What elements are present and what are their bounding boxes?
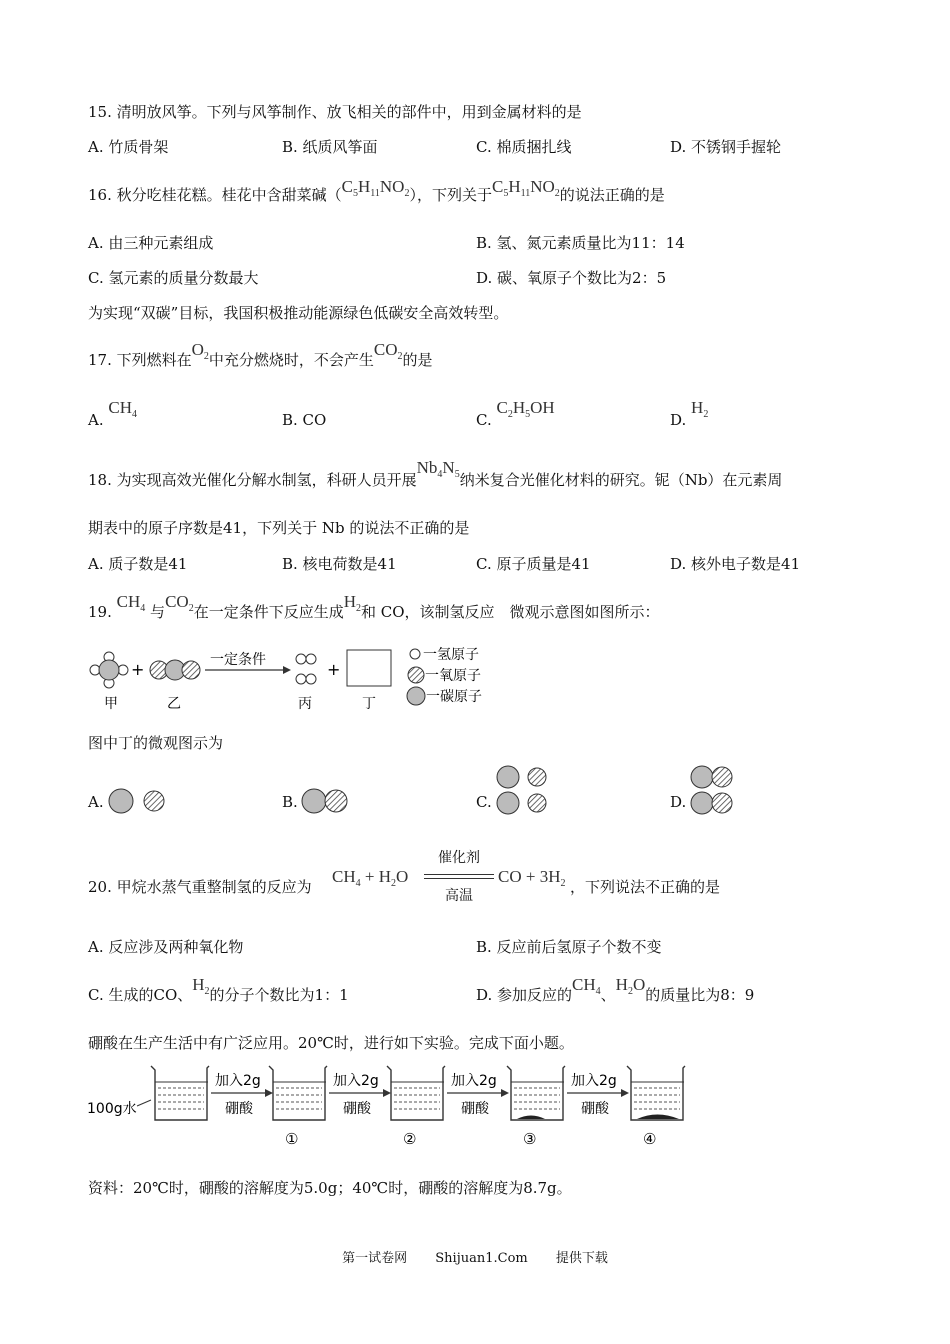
q17-option-b: B. CO	[282, 411, 327, 429]
beaker-4	[627, 1066, 685, 1148]
q16-option-a: A. 由三种元素组成	[88, 234, 214, 252]
q18-stem	[88, 458, 783, 497]
q19-reaction-diagram	[85, 640, 505, 720]
add-amount: 加入2g	[215, 1073, 261, 1089]
boric-experiment-diagram	[85, 1060, 705, 1155]
q15-option-b: B. 纸质风筝面	[282, 138, 378, 156]
q16-stem-post: 的说法正确的是	[559, 186, 665, 204]
add-amount: 加入2g	[333, 1073, 379, 1089]
footer-site: 第一试卷网	[342, 1251, 408, 1266]
beaker-number-3: ③	[523, 1130, 537, 1148]
footer-domain: Shijuan1.Com	[435, 1251, 528, 1266]
add-amount: 加入2g	[451, 1073, 497, 1089]
q17-option-a: A. $CH_4$	[88, 398, 138, 429]
q16-option-d: D. 碳、氧原子个数比为2：5	[476, 269, 667, 287]
q16-formula-2: $C_5H_{11}NO_2$	[491, 177, 560, 199]
beaker-3	[507, 1066, 565, 1148]
add-substance: 硼酸	[343, 1101, 371, 1117]
q17-stem-pre: 17. 下列燃料在	[88, 351, 192, 369]
q16-stem-pre: 16. 秋分吃桂花糕。桂花中含甜菜碱（	[88, 186, 342, 204]
q19-option-b: B.	[282, 793, 298, 811]
beaker-number-1: ①	[285, 1130, 299, 1148]
q20-reactants: $CH_4 + H_2O$	[332, 867, 409, 889]
add-substance: 硼酸	[225, 1101, 253, 1117]
label-jia: 甲	[104, 696, 118, 712]
beaker-number-2: ②	[403, 1130, 417, 1148]
q20-temperature: 高温	[445, 888, 473, 904]
add-arrow-1	[211, 1073, 273, 1117]
legend-h-icon	[410, 649, 420, 659]
label-yi: 乙	[167, 696, 181, 712]
q18-option-c: C. 原子质量是41	[476, 555, 591, 573]
q16-option-c: C. 氢元素的质量分数最大	[88, 269, 259, 287]
add-amount: 加入2g	[571, 1073, 617, 1089]
q20-stem-pre: 20. 甲烷水蒸气重整制氢的反应为	[88, 878, 312, 896]
legend-c: 一碳原子	[426, 689, 482, 705]
q17-stem	[88, 340, 433, 377]
add-substance: 硼酸	[581, 1101, 609, 1117]
boric-intro: 硼酸在生产生活中有广泛应用。20℃时，进行如下实验。完成下面小题。	[88, 1034, 574, 1052]
q20-option-a: A. 反应涉及两种氧化物	[88, 938, 244, 956]
water-label: 100g水	[87, 1101, 137, 1117]
q19-question: 图中丁的微观图示为	[88, 734, 224, 752]
molecule-jia	[90, 652, 128, 688]
molecule-yi	[150, 660, 200, 680]
q17-co2: $CO_2$	[373, 340, 403, 362]
boric-info: 资料：20℃时，硼酸的溶解度为5.0g；40℃时，硼酸的溶解度为8.7g。	[88, 1179, 572, 1197]
q20-option-c: C. 生成的CO、$H_2$的分子个数比为1：1	[88, 975, 349, 1004]
q20-stem	[88, 877, 312, 897]
label-ding: 丁	[362, 696, 376, 712]
q19-option-a-figure	[106, 788, 170, 816]
molecule-bing	[296, 654, 316, 684]
q19-stem-with: 与	[150, 603, 166, 621]
label-bing: 丙	[298, 696, 312, 712]
q18-option-d: D. 核外电子数是41	[670, 555, 801, 573]
reaction-condition: 一定条件	[210, 652, 266, 668]
beaker-initial	[151, 1066, 209, 1120]
legend-c-icon	[407, 687, 425, 705]
q17-o2: $O_2$	[191, 340, 209, 362]
q19-stem-mid: 在一定条件下反应生成	[193, 603, 344, 621]
molecule-ding-box	[347, 650, 391, 686]
q19-option-a: A.	[88, 793, 104, 811]
q19-option-c: C.	[476, 793, 492, 811]
q20-stem-post: ，下列说法不正确的是	[570, 878, 721, 896]
q18-option-a: A. 质子数是41	[88, 555, 188, 573]
q16-stem-mid: ），下列关于	[409, 186, 492, 204]
footer-note: 提供下载	[555, 1251, 608, 1266]
q17-stem-mid: 中充分燃烧时，不会产生	[208, 351, 374, 369]
plus-sign-2: +	[327, 660, 341, 679]
q20-products: CO + $3H_2$	[498, 867, 566, 889]
plus-sign-1: +	[131, 660, 145, 679]
page-footer	[0, 1247, 950, 1266]
q19-stem-post: 和 CO，该制氢反应 微观示意图如图所示：	[360, 603, 660, 621]
q17-stem-post: 的是	[402, 351, 433, 369]
q19-option-d-figure	[688, 764, 738, 818]
q19-option-c-figure	[494, 764, 550, 818]
legend-h: 一氢原子	[423, 647, 479, 663]
q19-stem	[88, 592, 660, 629]
q19-stem-pre: 19.	[88, 603, 112, 621]
q18-stem-post: 纳米复合光催化材料的研究。铌（Nb）在元素周	[459, 471, 783, 489]
legend-o: 一氧原子	[425, 668, 481, 684]
q18-option-b: B. 核电荷数是41	[282, 555, 397, 573]
q16-formula-1: $C_5H_{11}NO_2$	[341, 177, 410, 199]
legend-o-icon	[408, 667, 424, 683]
add-arrow-4	[567, 1073, 629, 1117]
q20-catalyst: 催化剂	[438, 850, 480, 866]
q16-option-b: B. 氢、氮元素质量比为11：14	[476, 234, 685, 252]
q15-option-d: D. 不锈钢手握轮	[670, 138, 782, 156]
q19-co2: $CO_2$	[165, 592, 194, 614]
q19-h2: $H_2$	[343, 592, 361, 614]
q17-option-d: D. $H_2$	[670, 398, 709, 429]
intro-17-18: 为实现“双碳”目标，我国积极推动能源绿色低碳安全高效转型。	[88, 304, 509, 322]
q18-stem-pre: 18. 为实现高效光催化分解水制氢，科研人员开展	[88, 471, 417, 489]
q19-option-d: D.	[670, 793, 687, 811]
q18-formula: $Nb_4N_5$	[416, 458, 460, 480]
beaker-2	[387, 1066, 445, 1148]
q20-equal-sign	[424, 874, 494, 879]
q18-stem-line2: 期表中的原子序数是41，下列关于 Nb 的说法不正确的是	[88, 519, 470, 537]
water-pointer	[137, 1100, 151, 1106]
q15-stem: 15. 清明放风筝。下列与风筝制作、放飞相关的部件中，用到金属材料的是	[88, 103, 582, 121]
add-arrow-3	[447, 1073, 509, 1117]
q16-stem	[88, 177, 665, 212]
q20-equation	[332, 846, 572, 910]
q19-ch4: $CH_4$	[116, 592, 146, 614]
q19-option-b-figure	[300, 788, 352, 816]
q20-option-b: B. 反应前后氢原子个数不变	[476, 938, 662, 956]
q15-option-c: C. 棉质捆扎线	[476, 138, 572, 156]
add-substance: 硼酸	[461, 1101, 489, 1117]
q17-option-c: C. $C_2H_5OH$	[476, 398, 555, 429]
q15-option-a: A. 竹质骨架	[88, 138, 169, 156]
beaker-1	[269, 1066, 327, 1148]
q20-option-d: D. 参加反应的$CH_4$、$H_2O$的质量比为8：9	[476, 975, 755, 1004]
beaker-number-4: ④	[643, 1130, 657, 1148]
add-arrow-2	[329, 1073, 391, 1117]
